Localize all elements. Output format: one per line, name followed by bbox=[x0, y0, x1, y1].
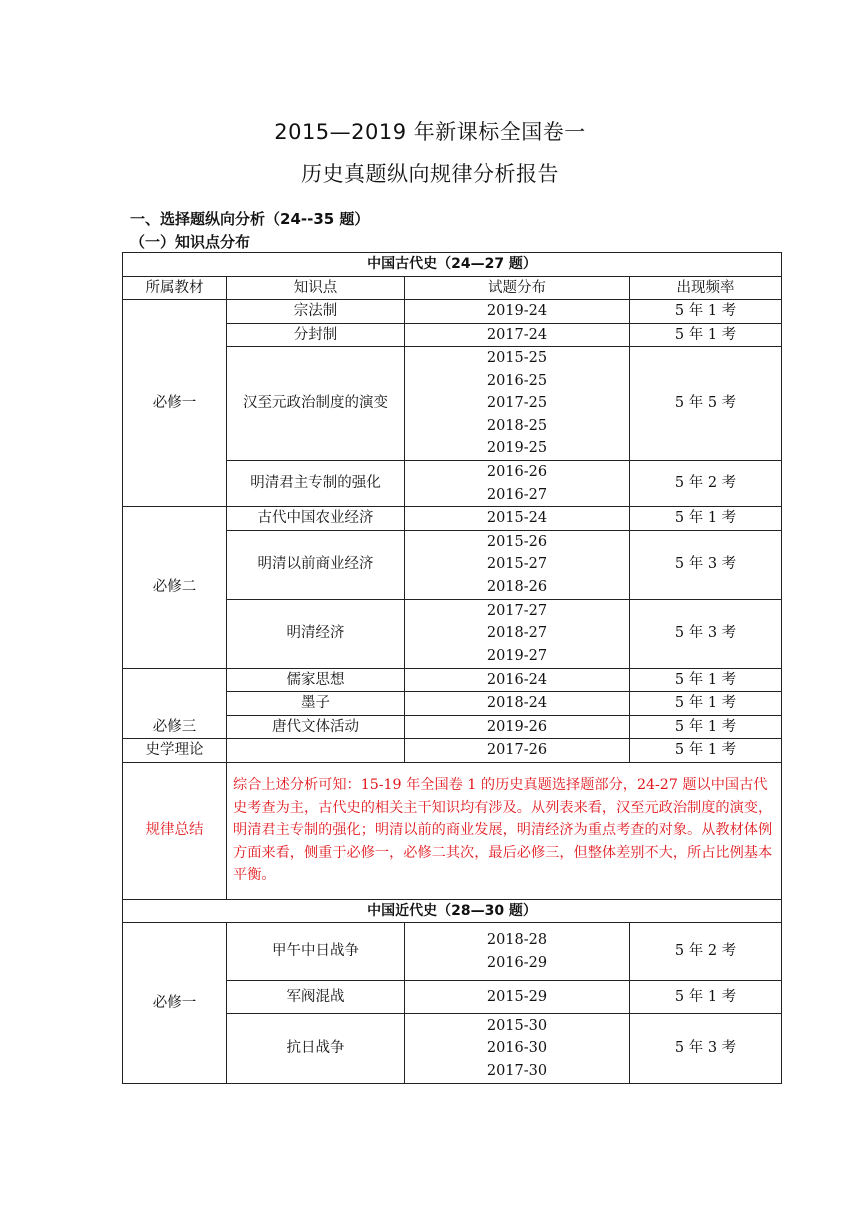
frequency-cell: 5 年 1 考 bbox=[630, 507, 782, 531]
question-year: 2017-30 bbox=[486, 1062, 548, 1079]
question-cell: 2018-24 bbox=[405, 692, 630, 716]
question-cell bbox=[405, 347, 630, 461]
summary-text: 综合上述分析可知：15-19 年全国卷 1 的历史真题选择题部分，24-27 题以中国古代史考查为主，古代史的相关主干知识均有涉及。从列表来看，汉至元政治制度的演变，明清君主专制的强化；明清以前的商业发展，明清经济为重点考查的对象。从教材体例方面来看，侧重于必修一，必修二其次，最后必修三，但整体差别不大，所占比例基本平衡。 bbox=[227, 762, 782, 899]
table-row bbox=[123, 739, 782, 763]
frequency-cell: 5 年 3 考 bbox=[630, 599, 782, 668]
frequency-cell: 5 年 3 考 bbox=[630, 1014, 782, 1084]
frequency-cell: 5 年 3 考 bbox=[630, 530, 782, 599]
topic-cell: 唐代文体活动 bbox=[227, 715, 405, 739]
header-row bbox=[123, 276, 782, 300]
question-cell: 2019-26 bbox=[405, 715, 630, 739]
header-questions: 试题分布 bbox=[405, 276, 630, 300]
knowledge-distribution-table bbox=[122, 252, 782, 1084]
section-heading: 一、选择题纵向分析（24--35 题） bbox=[130, 210, 370, 228]
question-cell: 2017-24 bbox=[405, 323, 630, 347]
question-year: 2015-26 bbox=[486, 533, 548, 550]
textbook-cell: 必修一 bbox=[123, 923, 227, 1084]
frequency-cell: 5 年 1 考 bbox=[630, 668, 782, 692]
topic-cell: 宗法制 bbox=[227, 300, 405, 324]
question-year: 2018-26 bbox=[486, 578, 548, 595]
question-year: 2017-27 bbox=[486, 602, 548, 619]
textbook-cell: 必修一 bbox=[123, 300, 227, 507]
table-row bbox=[123, 300, 782, 324]
question-year: 2015-30 bbox=[486, 1017, 548, 1034]
header-topic: 知识点 bbox=[227, 276, 405, 300]
question-year: 2015-27 bbox=[486, 556, 548, 573]
question-year: 2016-29 bbox=[486, 954, 548, 971]
topic-cell: 古代中国农业经济 bbox=[227, 507, 405, 531]
question-year: 2018-27 bbox=[486, 625, 548, 642]
topic-cell: 甲午中日战争 bbox=[227, 923, 405, 981]
textbook-cell: 史学理论 bbox=[123, 739, 227, 763]
section-title-modern: 中国近代史（28—30 题） bbox=[123, 899, 782, 923]
frequency-cell: 5 年 2 考 bbox=[630, 461, 782, 507]
table-row bbox=[123, 668, 782, 692]
question-year: 2018-28 bbox=[486, 932, 548, 948]
table-row bbox=[123, 507, 782, 531]
question-cell: 2017-26 bbox=[405, 739, 630, 763]
table-row bbox=[123, 923, 782, 981]
frequency-cell: 5 年 1 考 bbox=[630, 300, 782, 324]
question-year: 2016-27 bbox=[486, 486, 548, 503]
question-cell bbox=[405, 923, 630, 981]
question-year: 2017-25 bbox=[486, 395, 548, 412]
question-cell bbox=[405, 530, 630, 599]
textbook-cell: 必修二 bbox=[123, 507, 227, 669]
question-year: 2018-25 bbox=[486, 417, 548, 434]
frequency-cell: 5 年 1 考 bbox=[630, 692, 782, 716]
frequency-cell: 5 年 1 考 bbox=[630, 715, 782, 739]
summary-row bbox=[123, 762, 782, 899]
topic-text: 明清君主专制的强化 bbox=[250, 475, 381, 492]
topic-cell: 军阀混战 bbox=[227, 981, 405, 1014]
question-year: 2015-25 bbox=[486, 350, 548, 367]
header-textbook: 所属教材 bbox=[123, 276, 227, 300]
question-cell: 2015-24 bbox=[405, 507, 630, 531]
topic-cell: 分封制 bbox=[227, 323, 405, 347]
frequency-cell: 5 年 5 考 bbox=[630, 347, 782, 461]
question-year: 2019-25 bbox=[486, 440, 548, 457]
topic-cell: 明清经济 bbox=[227, 599, 405, 668]
topic-text: 汉至元政治制度的演变 bbox=[243, 395, 388, 412]
topic-cell bbox=[227, 461, 405, 507]
topic-cell: 抗日战争 bbox=[227, 1014, 405, 1084]
summary-label: 规律总结 bbox=[123, 762, 227, 899]
question-year: 2016-30 bbox=[486, 1040, 548, 1057]
section-title-ancient: 中国古代史（24—27 题） bbox=[123, 253, 782, 277]
topic-cell bbox=[227, 347, 405, 461]
question-cell: 2015-29 bbox=[405, 981, 630, 1014]
question-cell bbox=[405, 599, 630, 668]
question-year: 2016-25 bbox=[486, 372, 548, 389]
topic-cell: 儒家思想 bbox=[227, 668, 405, 692]
topic-cell: 墨子 bbox=[227, 692, 405, 716]
document-title: 2015—2019 年新课标全国卷一 bbox=[274, 120, 586, 144]
topic-cell: 明清以前商业经济 bbox=[227, 530, 405, 599]
subsection-heading: （一）知识点分布 bbox=[130, 233, 251, 251]
frequency-cell: 5 年 1 考 bbox=[630, 323, 782, 347]
frequency-cell: 5 年 1 考 bbox=[630, 981, 782, 1014]
frequency-cell: 5 年 2 考 bbox=[630, 923, 782, 981]
textbook-cell: 必修三 bbox=[123, 668, 227, 739]
document-subtitle: 历史真题纵向规律分析报告 bbox=[301, 162, 559, 186]
topic-cell bbox=[227, 739, 405, 763]
question-cell: 2019-24 bbox=[405, 300, 630, 324]
question-cell bbox=[405, 1014, 630, 1084]
question-year: 2019-27 bbox=[486, 647, 548, 664]
question-year: 2016-26 bbox=[486, 464, 548, 480]
question-cell: 2016-24 bbox=[405, 668, 630, 692]
question-cell bbox=[405, 461, 630, 507]
header-frequency: 出现频率 bbox=[630, 276, 782, 300]
frequency-cell: 5 年 1 考 bbox=[630, 739, 782, 763]
